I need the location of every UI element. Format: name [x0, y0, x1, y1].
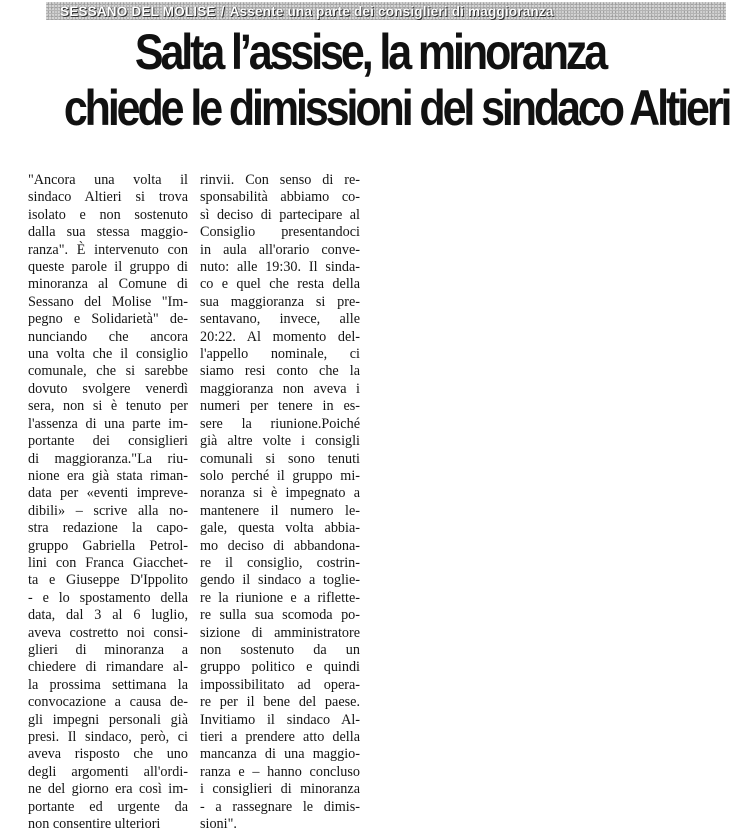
article-text-line: queste parole il gruppo di	[28, 259, 188, 276]
article-text-line: rinvii. Con senso di re-	[200, 172, 360, 188]
article-text-line: dovuto svolgere venerdì	[28, 380, 188, 397]
article-text-line: convocazione a causa de-	[28, 694, 188, 711]
article-text-line: già altre volte i consigli	[200, 433, 360, 450]
article-text-line: comunali si sono tenuti	[200, 450, 360, 467]
article-text-line: gruppo Gabriella Petrol-	[28, 537, 188, 554]
article-text-line: la prossima settimana la	[28, 676, 188, 693]
article-text-line: in aula all'orario conve-	[200, 241, 360, 258]
article-text-line: sua maggioranza si pre-	[200, 293, 360, 310]
article-text-line: 20:22. Al momento del-	[200, 328, 360, 345]
article-text-line: una volta che il consiglio	[28, 346, 188, 363]
article-text-line: - a rassegnare le dimis-	[200, 798, 360, 815]
article-text-line: stra redazione la capo-	[28, 520, 188, 537]
article-text-line: non sostenuto da un	[200, 641, 360, 658]
article-text-line: Consiglio presentandoci	[200, 224, 360, 241]
article-text-line: mancanza di una maggio-	[200, 746, 360, 763]
article-text-line: re la riunione e a riflette-	[200, 589, 360, 606]
article-text-line: co e quel che resta della	[200, 276, 360, 293]
article-text-line: re il consiglio, costrin-	[200, 554, 360, 571]
article-text-line: presi. Il sindaco, però, ci	[28, 729, 188, 745]
article-text-line: sioni".	[200, 816, 237, 833]
kicker-section: SESSANO DEL MOLISE	[60, 3, 216, 19]
article-text-line: data, dal 3 al 6 luglio,	[28, 607, 188, 624]
article-text-line: sì deciso di partecipare al	[200, 206, 360, 223]
article-text-line: noranza si è impegnato a	[200, 485, 360, 502]
article-column-1	[28, 172, 188, 833]
article-text-line: chiedere di rimandare al-	[28, 659, 188, 676]
article-text-line: comunale, che si sarebbe	[28, 363, 188, 380]
article-text-line: ne del giorno era così im-	[28, 781, 188, 798]
section-kicker-banner	[46, 2, 726, 20]
kicker-subhead: Assente una parte dei consiglieri di maggioranza	[229, 3, 554, 19]
article-text-line: re per il bene del paese.	[200, 694, 360, 711]
article-text-line: - e lo spostamento della	[28, 589, 188, 606]
article-text-line: portante ed urgente da	[28, 798, 188, 815]
article-text-line: l'appello nominale, ci	[200, 346, 360, 363]
article-text-line: sindaco Altieri si trova	[28, 189, 188, 206]
article-text-line: mo deciso di abbandona-	[200, 537, 360, 554]
article-text-line: i consiglieri di minoranza	[200, 781, 360, 798]
article-text-line: maggioranza non aveva i	[200, 380, 360, 397]
headline-line-1: Salta l’assise, la minoranza	[134, 24, 606, 80]
article-text-line: sponsabilità abbiamo co-	[200, 189, 360, 206]
article-text-line: re sulla sua scomoda po-	[200, 607, 360, 624]
article-text-line: pegno e Solidarietà" de-	[28, 311, 188, 328]
article-text-line: ranza e – hanno concluso	[200, 763, 360, 780]
article-text-line: l'assenza di una parte im-	[28, 415, 188, 432]
article-text-line: isolato e non sostenuto	[28, 206, 188, 223]
article-text-line: mantenere il numero le-	[200, 502, 360, 519]
article-text-line: siamo resi conto che la	[200, 363, 360, 380]
article-text-line: minoranza al Comune di	[28, 276, 188, 293]
article-text-line: portante dei consiglieri	[28, 433, 188, 450]
article-text-line: nunciando che ancora	[28, 328, 188, 345]
article-text-line: sera, non si è tenuto per	[28, 398, 188, 415]
article-text-line: aveva costretto noi consi-	[28, 624, 188, 641]
article-text-line: numeri per tenere in es-	[200, 398, 360, 415]
article-column-2	[200, 172, 360, 833]
article-text-line: impossibilitato ad opera-	[200, 676, 360, 693]
article-text-line: gli impegni personali già	[28, 711, 188, 728]
article-text-line: lini con Franca Giacchet-	[28, 554, 188, 571]
article-text-line: data per «eventi impreve-	[28, 485, 188, 502]
article-text-line: glieri di minoranza a	[28, 641, 188, 658]
article-text-line: dibili» – scrive alla no-	[28, 502, 188, 519]
article-text-line: sere la riunione.Poiché	[200, 415, 360, 432]
headline-line-2: chiede le dimissioni del sindaco Altieri	[63, 80, 730, 136]
article-text-line: "Ancora una volta il	[28, 172, 188, 188]
article-text-line: degli argomenti all'ordi-	[28, 763, 188, 780]
article-text-line: non consentire ulteriori	[28, 816, 161, 833]
article-text-line: ranza". È intervenuto con	[28, 241, 188, 258]
article-text-line: sentavano, invece, alle	[200, 311, 360, 328]
article-text-line: di maggioranza."La riu-	[28, 450, 188, 467]
article-text-line: gale, questa volta abbia-	[200, 520, 360, 537]
article-headline	[14, 24, 730, 136]
article-text-line: gendo il sindaco a toglie-	[200, 572, 360, 589]
article-text-line: nuto: alle 19:30. Il sinda-	[200, 259, 360, 276]
article-text-line: Sessano del Molise "Im-	[28, 293, 188, 310]
article-text-line: sizione di amministratore	[200, 624, 360, 641]
article-text-line: gruppo politico e quindi	[200, 659, 360, 676]
article-text-line: tieri a prendere atto della	[200, 729, 360, 745]
kicker-separator: /	[220, 3, 225, 19]
article-text-line: dalla sua stessa maggio-	[28, 224, 188, 241]
article-text-line: Invitiamo il sindaco Al-	[200, 711, 360, 728]
article-text-line: nione era già stata riman-	[28, 467, 188, 484]
article-text-line: aveva risposto che uno	[28, 746, 188, 763]
article-text-line: solo perché il gruppo mi-	[200, 467, 360, 484]
article-text-line: ta e Giuseppe D'Ippolito	[28, 572, 188, 589]
